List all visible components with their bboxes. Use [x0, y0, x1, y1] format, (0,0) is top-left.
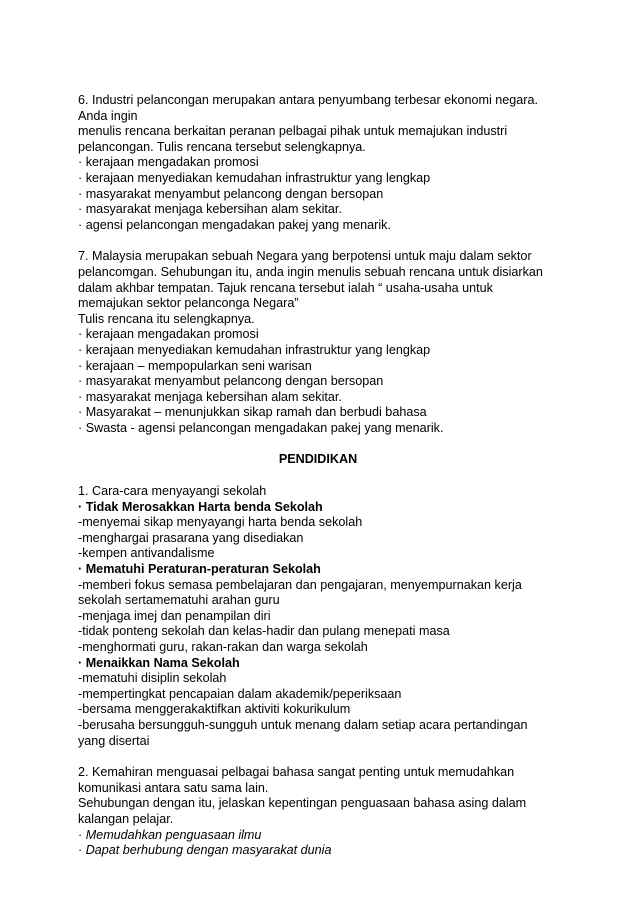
p2-line: komunikasi antara satu sama lain.: [78, 780, 269, 795]
q6-point: · agensi pelancongan mengadakan pakej yang menarik.: [78, 217, 391, 232]
p1-item: -mematuhi disiplin sekolah: [78, 671, 227, 686]
p1-item: -tidak ponteng sekolah dan kelas-hadir dan pulang menepati masa: [78, 624, 450, 639]
q7-line: pelancomgan. Sehubungan itu, anda ingin menulis sebuah rencana untuk disiarkan: [78, 264, 543, 279]
q7-line: memajukan sektor pelanconga Negara”: [78, 296, 299, 311]
q7-point: · kerajaan mengadakan promosi: [78, 327, 259, 342]
p1-subheading: · Tidak Merosakkan Harta benda Sekolah: [78, 499, 323, 514]
question-7: [78, 249, 558, 436]
q7-point: · kerajaan menyediakan kemudahan infrastruktur yang lengkap: [78, 342, 431, 357]
q6-line: menulis rencana berkaitan peranan pelbagai pihak untuk memajukan industri: [78, 124, 508, 139]
paragraph-gap: [78, 749, 558, 765]
p1-item: -menghormati guru, rakan-rakan dan warga sekolah: [78, 640, 368, 654]
q7-line: 7. Malaysia merupakan sebuah Negara yang berpotensi untuk maju dalam sektor: [78, 249, 532, 264]
document-body: [78, 93, 558, 859]
p2-point: · Dapat berhubung dengan masyarakat dunia: [78, 843, 332, 858]
pendidikan-question-2: [78, 765, 558, 859]
q7-line: dalam akhbar tempatan. Tajuk rencana tersebut ialah “ usaha-usaha untuk: [78, 280, 493, 295]
q7-point: · Swasta - agensi pelancongan mengadakan pakej yang menarik.: [78, 420, 444, 435]
p1-subheading: · Mematuhi Peraturan-peraturan Sekolah: [78, 562, 321, 577]
q6-line: 6. Industri pelancongan merupakan antara penyumbang terbesar ekonomi negara.: [78, 93, 538, 107]
p1-item: -bersama menggerakaktifkan aktiviti kokurikulum: [78, 702, 351, 717]
p1-item: sekolah sertamematuhi arahan guru: [78, 593, 280, 608]
q6-point: · masyarakat menjaga kebersihan alam sekitar.: [78, 202, 342, 217]
q6-line: Anda ingin: [78, 108, 138, 123]
p2-line: 2. Kemahiran menguasai pelbagai bahasa sangat penting untuk memudahkan: [78, 765, 515, 780]
q7-point: · masyarakat menjaga kebersihan alam sekitar.: [78, 389, 342, 404]
q7-point: · kerajaan – mempopularkan seni warisan: [78, 358, 312, 373]
p1-item: -menghargai prasarana yang disediakan: [78, 530, 304, 545]
q6-point: · kerajaan menyediakan kemudahan infrastruktur yang lengkap: [78, 170, 431, 185]
p2-line: kalangan pelajar.: [78, 811, 174, 826]
section-heading: PENDIDIKAN: [278, 452, 358, 467]
p2-line: Sehubungan dengan itu, jelaskan kepentingan penguasaan bahasa asing dalam: [78, 796, 527, 811]
p1-item: -mempertingkat pencapaian dalam akademik/peperiksaan: [78, 686, 402, 701]
p1-item: -memberi fokus semasa pembelajaran dan pengajaran, menyempurnakan kerja: [78, 577, 522, 592]
q6-point: · masyarakat menyambut pelancong dengan bersopan: [78, 186, 384, 201]
paragraph-gap: [78, 436, 558, 452]
p1-item: -kempen antivandalisme: [78, 546, 215, 561]
p1-subheading: · Menaikkan Nama Sekolah: [78, 655, 240, 670]
p1-item: -menyemai sikap menyayangi harta benda sekolah: [78, 515, 363, 530]
paragraph-gap: [78, 233, 558, 249]
p1-item: -menjaga imej dan penampilan diri: [78, 608, 271, 623]
q7-line: Tulis rencana itu selengkapnya.: [78, 311, 255, 326]
question-6: [78, 93, 558, 233]
q7-point: · masyarakat menyambut pelancong dengan bersopan: [78, 374, 384, 389]
p1-item: yang disertai: [78, 733, 150, 748]
q7-point: · Masyarakat – menunjukkan sikap ramah dan berbudi bahasa: [78, 405, 427, 420]
pendidikan-question-1: [78, 484, 558, 749]
p1-item: -berusaha bersungguh-sungguh untuk menang dalam setiap acara pertandingan: [78, 717, 528, 732]
p1-title: 1. Cara-cara menyayangi sekolah: [78, 484, 267, 499]
q6-point: · kerajaan mengadakan promosi: [78, 155, 259, 170]
p2-point: · Memudahkan penguasaan ilmu: [78, 827, 262, 842]
paragraph-gap: [78, 468, 558, 484]
q6-line: pelancongan. Tulis rencana tersebut selengkapnya.: [78, 139, 366, 154]
